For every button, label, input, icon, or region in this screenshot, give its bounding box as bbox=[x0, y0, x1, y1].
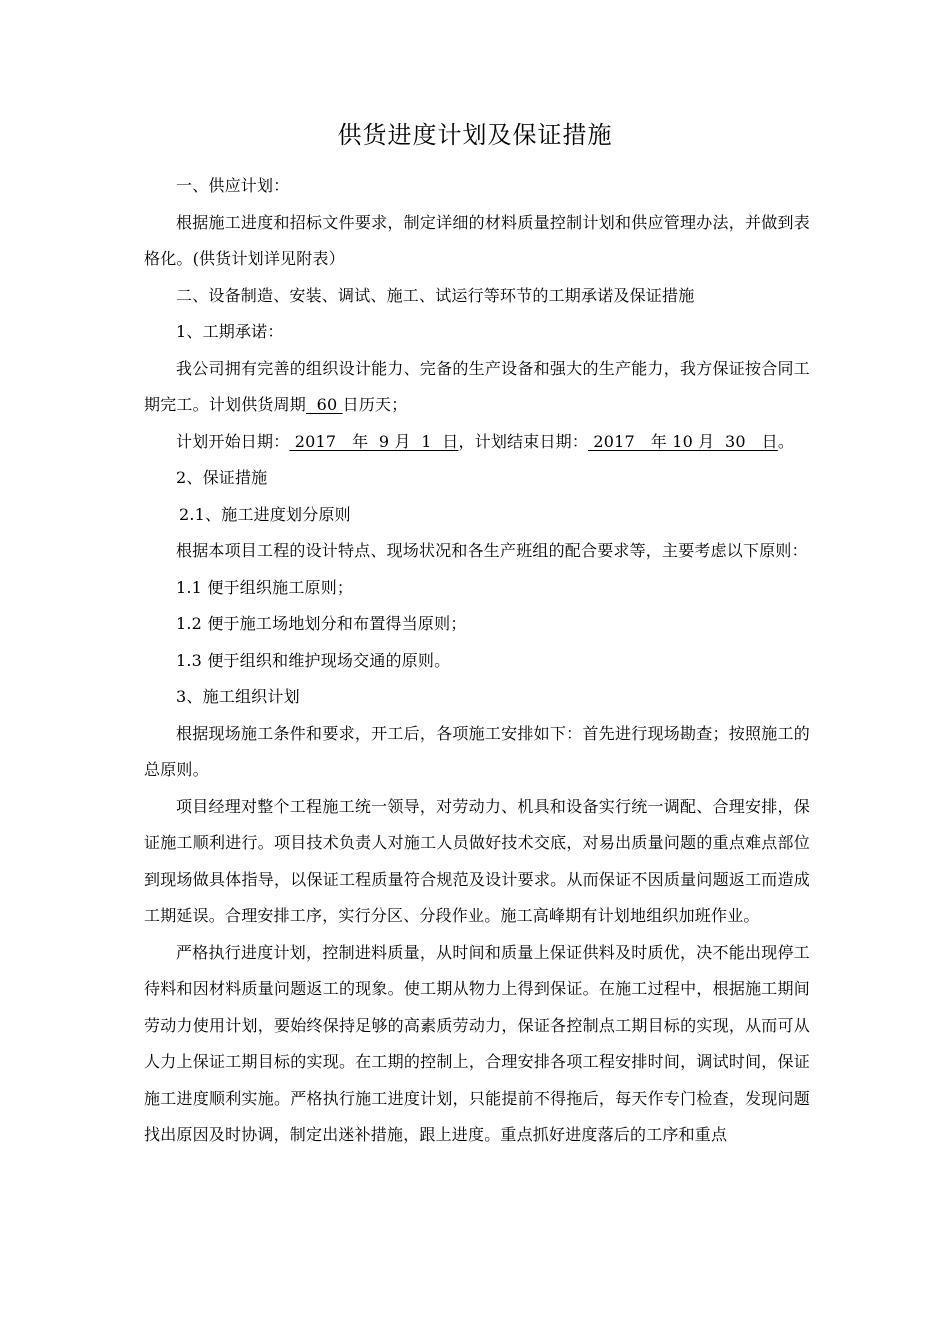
paragraph-text: ，计划结束日期： bbox=[458, 431, 589, 451]
subheading-schedule-commitment: 1、工期承诺： bbox=[176, 322, 284, 341]
list-item-principle-1: 1.1 便于组织施工原则； bbox=[176, 577, 354, 597]
document-title: 供货进度计划及保证措施 bbox=[337, 121, 613, 149]
paragraph-text: 日历天； bbox=[342, 395, 408, 414]
section-heading-supply-plan: 一、供应计划： bbox=[176, 176, 290, 195]
section-heading-schedule-commitment: 二、设备制造、安装、调试、施工、试运行等环节的工期承诺及保证措施 bbox=[176, 285, 695, 305]
paragraph-text: 。 bbox=[777, 431, 795, 451]
paragraph-text: 计划开始日期： bbox=[176, 431, 290, 451]
paragraph-project-manager: 项目经理对整个工程施工统一领导，对劳动力、机具和设备实行统一调配、合理安排，保证施工顺利进行。项目技术负责人对施工人员做好技术交底，对易出质量问题的重点难点部位到现场做具体指导，以保证工程质量符合规范及设计要求。从而保证不因质量问题返工而造成工期延误。合理安排工序，实行分区、分段作业。施工高峰期有计划地组织加班作业。 bbox=[144, 796, 810, 925]
list-item-principle-2: 1.2 便于施工场地划分和布置得当原则； bbox=[176, 614, 467, 633]
supply-period-days: 60 bbox=[306, 395, 343, 414]
paragraph-text: 我公司拥有完善的组织设计能力、完备的生产设备和强大的生产能力，我方保证按合同工期完工。计划供货周期 bbox=[144, 358, 810, 414]
paragraph-schedule-commitment bbox=[144, 351, 810, 424]
plan-end-date: 2017 年 10 月 30 日 bbox=[588, 431, 778, 451]
subheading-guarantee-measures: 2、保证措施 bbox=[176, 468, 268, 487]
document-body bbox=[144, 168, 810, 1154]
list-item-principle-3: 1.3 便于组织和维护现场交通的原则。 bbox=[176, 650, 451, 670]
paragraph-progress-control: 严格执行进度计划，控制进料质量，从时间和质量上保证供料及时质优，决不能出现停工待料和因材料质量问题返工的现象。使工期从物力上得到保证。在施工过程中，根据施工期间劳动力使用计划，要始终保持足够的高素质劳动力，保证各控制点工期目标的实现，从而可从人力上保证工期目标的实现。在工期的控制上，合理安排各项工程安排时间，调试时间，保证施工进度顺利实施。严格执行施工进度计划，只能提前不得拖后，每天作专门检查，发现问题找出原因及时协调，制定出迷补措施，跟上进度。重点抓好进度落后的工序和重点 bbox=[144, 942, 810, 1144]
subheading-organization-plan: 3、施工组织计划 bbox=[176, 687, 300, 706]
paragraph-supply-plan: 根据施工进度和招标文件要求，制定详细的材料质量控制计划和供应管理办法，并做到表格化。(供货计划详见附表） bbox=[144, 212, 810, 268]
paragraph-division-principles: 根据本项目工程的设计特点、现场状况和各生产班组的配合要求等，主要考虑以下原则： bbox=[176, 541, 808, 560]
paragraph-organization-plan: 根据现场施工条件和要求，开工后，各项施工安排如下：首先进行现场勘查；按照施工的总原则。 bbox=[144, 723, 810, 779]
paragraph-plan-dates bbox=[144, 424, 810, 461]
plan-start-date: 2017 年 9 月 1 日 bbox=[289, 431, 459, 451]
subheading-division-principles: 2.1、施工进度划分原则 bbox=[179, 504, 351, 524]
